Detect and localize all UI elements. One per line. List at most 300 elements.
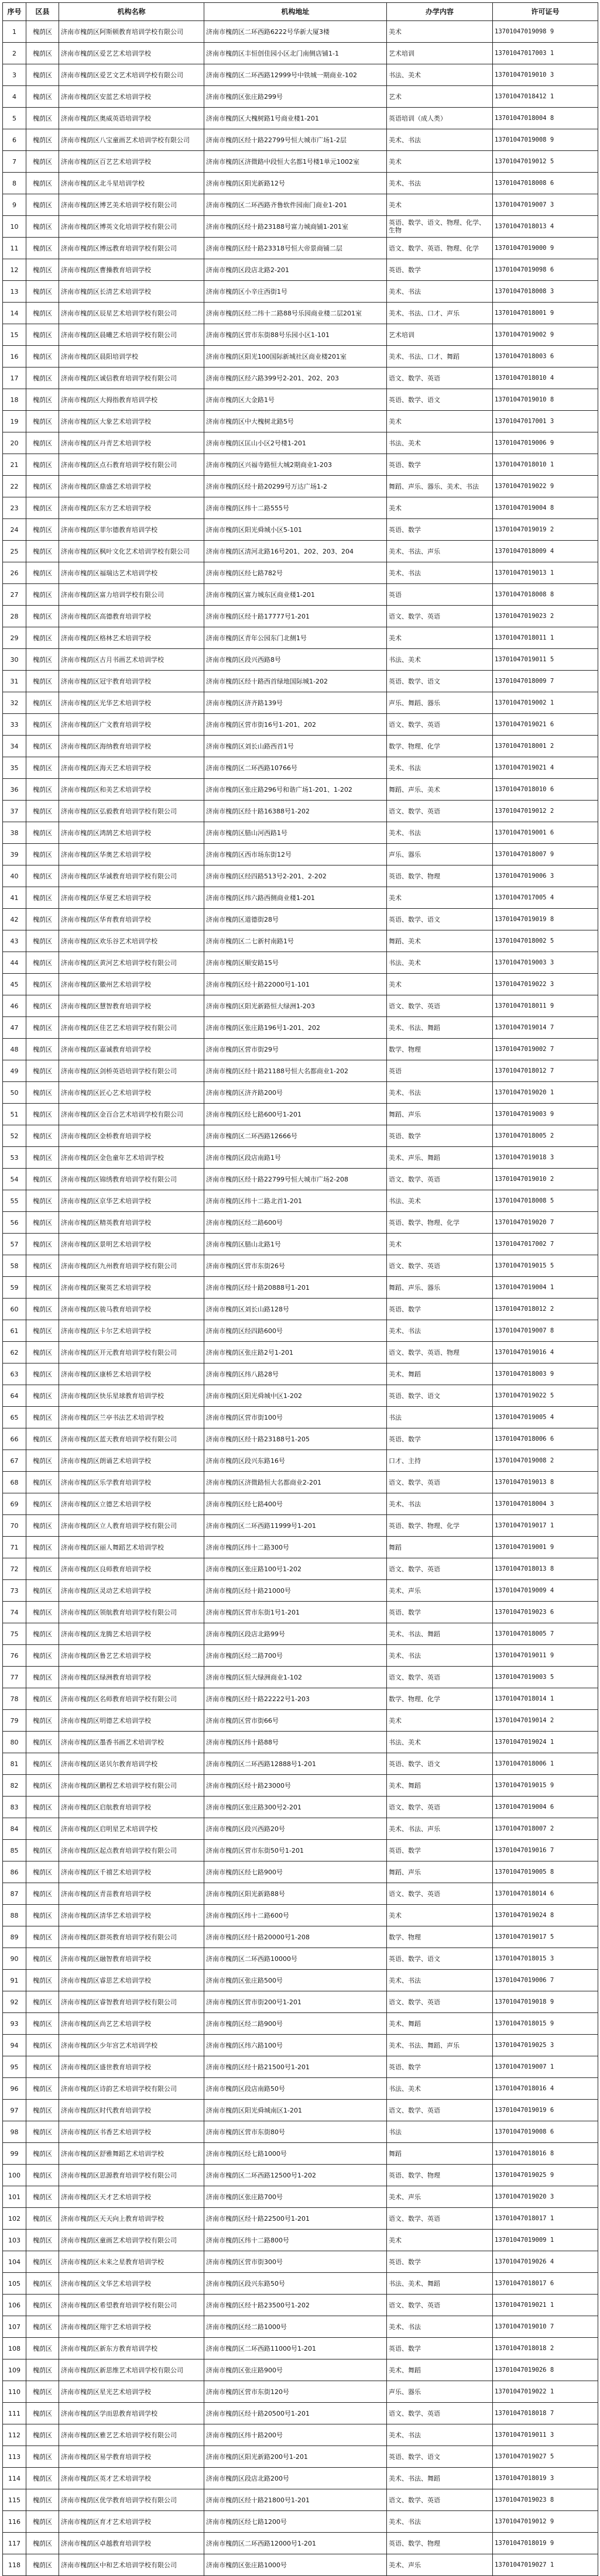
row-institution-address: 济南市槐荫区经七路1200号 <box>204 2511 387 2533</box>
row-teaching-content: 美术 <box>387 887 493 909</box>
row-district: 槐荫区 <box>26 844 59 865</box>
row-institution-address: 济南市槐荫区张庄路299号 <box>204 86 387 108</box>
row-institution-name: 济南市槐荫区聚英艺术培训学校 <box>59 1277 204 1299</box>
row-teaching-content: 舞蹈、声乐、器乐、美术、书法 <box>387 476 493 497</box>
row-index: 100 <box>3 2165 26 2186</box>
row-institution-name: 济南市槐荫区慧智教育培训学校 <box>59 995 204 1017</box>
row-teaching-content: 英语、数学 <box>387 454 493 476</box>
table-row <box>3 86 598 108</box>
row-district: 槐荫区 <box>26 1818 59 1840</box>
row-district: 槐荫区 <box>26 1342 59 1363</box>
row-institution-name: 济南市槐荫区思源教育培训学校有限公司 <box>59 2165 204 2186</box>
table-row <box>3 1039 598 1060</box>
row-license-number: 13701047019022 9 <box>493 476 598 497</box>
row-index: 17 <box>3 367 26 389</box>
table-row <box>3 1602 598 1623</box>
row-license-number: 13701047019002 1 <box>493 692 598 714</box>
table-row <box>3 1948 598 1970</box>
row-teaching-content: 舞蹈、声乐 <box>387 1861 493 1883</box>
row-district: 槐荫区 <box>26 1125 59 1147</box>
row-index: 115 <box>3 2489 26 2511</box>
row-teaching-content: 美术、书法、舞蹈 <box>387 2468 493 2489</box>
row-license-number: 13701047019001 6 <box>493 822 598 844</box>
row-district: 槐荫区 <box>26 952 59 974</box>
row-license-number: 13701047019000 9 <box>493 238 598 259</box>
row-institution-name: 济南市槐荫区和美艺术培训学校 <box>59 779 204 801</box>
table-row <box>3 562 598 584</box>
row-license-number: 13701047019009 4 <box>493 1580 598 1602</box>
row-teaching-content: 美术、书法 <box>387 757 493 779</box>
row-institution-name: 济南市槐荫区华诚教育培训学校有限公司 <box>59 865 204 887</box>
table-row <box>3 1970 598 1991</box>
row-license-number: 13701047019023 6 <box>493 1602 598 1623</box>
row-institution-address: 济南市槐荫区纬八路28号 <box>204 1363 387 1385</box>
row-index: 12 <box>3 259 26 281</box>
table-row <box>3 1147 598 1169</box>
row-index: 26 <box>3 562 26 584</box>
row-district: 槐荫区 <box>26 2251 59 2273</box>
row-institution-address: 济南市槐荫区经十路21500号1-201 <box>204 2056 387 2078</box>
row-index: 85 <box>3 1840 26 1861</box>
table-row <box>3 1926 598 1948</box>
row-institution-name: 济南市槐荫区立人教育培训学校有限公司 <box>59 1515 204 1537</box>
row-license-number: 13701047019011 5 <box>493 649 598 671</box>
row-institution-address: 济南市槐荫区张庄路296号和谐广场1-201、1-202 <box>204 779 387 801</box>
row-license-number: 13701047018017 6 <box>493 2273 598 2295</box>
row-district: 槐荫区 <box>26 671 59 692</box>
row-institution-name: 济南市槐荫区卓越教育培训学校 <box>59 2533 204 2554</box>
row-institution-address: 济南市槐荫区顺安路15号 <box>204 952 387 974</box>
row-district: 槐荫区 <box>26 1082 59 1104</box>
row-index: 74 <box>3 1602 26 1623</box>
row-institution-name: 济南市槐荫区嘉诚教育培训学校 <box>59 1039 204 1060</box>
row-institution-address: 济南市槐荫区纬六路100号 <box>204 2035 387 2056</box>
row-institution-address: 济南市槐荫区经十路21800号1-201 <box>204 2489 387 2511</box>
row-institution-address: 济南市槐荫区营市街66号 <box>204 1710 387 1732</box>
row-institution-name: 济南市槐荫区良师教育培训学校 <box>59 1558 204 1580</box>
row-teaching-content: 美术 <box>387 1710 493 1732</box>
row-index: 93 <box>3 2013 26 2035</box>
row-district: 槐荫区 <box>26 1948 59 1970</box>
row-teaching-content: 美术、舞蹈 <box>387 2013 493 2035</box>
row-institution-address: 济南市槐荫区经二路600号 <box>204 1212 387 1234</box>
row-license-number: 13701047018412 1 <box>493 86 598 108</box>
row-institution-name: 济南市槐荫区欢乐谷艺术培训学校 <box>59 930 204 952</box>
row-institution-address: 济南市槐荫区营市东街50号1-201 <box>204 1840 387 1861</box>
row-institution-address: 济南市槐荫区经十路20500号1-201 <box>204 2403 387 2424</box>
table-row <box>3 2143 598 2165</box>
row-institution-address: 济南市槐荫区张庄路196号1-201、202 <box>204 1017 387 1039</box>
row-license-number: 13701047019018 9 <box>493 1991 598 2013</box>
row-district: 槐荫区 <box>26 2468 59 2489</box>
row-index: 63 <box>3 1363 26 1385</box>
row-district: 槐荫区 <box>26 108 59 129</box>
row-index: 16 <box>3 346 26 367</box>
row-institution-address: 济南市槐荫区腊山河西路1号 <box>204 822 387 844</box>
row-license-number: 13701047018017 1 <box>493 2208 598 2230</box>
table-row <box>3 584 598 606</box>
row-license-number: 13701047019021 4 <box>493 757 598 779</box>
row-institution-name: 济南市槐荫区清华艺术培训学校 <box>59 1905 204 1926</box>
row-institution-name: 济南市槐荫区易学教育培训学校 <box>59 2446 204 2468</box>
row-district: 槐荫区 <box>26 324 59 346</box>
row-teaching-content: 语文、数学、英语、物理 <box>387 1342 493 1363</box>
row-institution-address: 济南市槐荫区经十路20299号万达广场1-2 <box>204 476 387 497</box>
row-institution-name: 济南市槐荫区启明星艺术培训学校 <box>59 1818 204 1840</box>
row-district: 槐荫区 <box>26 1017 59 1039</box>
row-district: 槐荫区 <box>26 86 59 108</box>
row-institution-address: 济南市槐荫区经十路23188号1-205 <box>204 1428 387 1450</box>
row-institution-address: 济南市槐荫区阳光舜城南区1-201 <box>204 2100 387 2121</box>
row-institution-address: 济南市槐荫区阳光新路200号1-201 <box>204 2446 387 2468</box>
row-institution-address: 济南市槐荫区纬十路200号 <box>204 2424 387 2446</box>
table-row <box>3 2186 598 2208</box>
row-district: 槐荫区 <box>26 1104 59 1125</box>
row-index: 113 <box>3 2446 26 2468</box>
row-institution-address: 济南市槐荫区阳光新路恒大绿洲1-203 <box>204 995 387 1017</box>
row-teaching-content: 语文、数学、英语 <box>387 995 493 1017</box>
row-license-number: 13701047019025 9 <box>493 2165 598 2186</box>
row-institution-address: 济南市槐荫区济齐路200号 <box>204 1082 387 1104</box>
row-institution-name: 济南市槐荫区诺贝尔教育培训学校 <box>59 1753 204 1775</box>
row-license-number: 13701047019016 7 <box>493 1840 598 1861</box>
row-district: 槐荫区 <box>26 1905 59 1926</box>
row-district: 槐荫区 <box>26 173 59 194</box>
row-teaching-content: 美术、书法 <box>387 1970 493 1991</box>
row-district: 槐荫区 <box>26 606 59 627</box>
row-license-number: 13701047019013 8 <box>493 1472 598 1493</box>
row-institution-address: 济南市槐荫区张庄路300号2-201 <box>204 1797 387 1818</box>
row-district: 槐荫区 <box>26 346 59 367</box>
row-teaching-content: 数学、物理、化学 <box>387 1688 493 1710</box>
row-district: 槐荫区 <box>26 1299 59 1320</box>
row-institution-address: 济南市槐荫区经二路1000号 <box>204 2316 387 2338</box>
row-license-number: 13701047019018 3 <box>493 1147 598 1169</box>
row-teaching-content: 英语、数学 <box>387 1428 493 1450</box>
row-license-number: 13701047019003 9 <box>493 1104 598 1125</box>
row-index: 25 <box>3 541 26 562</box>
row-license-number: 13701047019017 5 <box>493 1926 598 1948</box>
row-teaching-content: 英语、数学、语文 <box>387 389 493 411</box>
row-license-number: 13701047018015 9 <box>493 2013 598 2035</box>
row-district: 槐荫区 <box>26 822 59 844</box>
row-teaching-content: 语文、数学、英语、物理、化学 <box>387 238 493 259</box>
row-index: 101 <box>3 2186 26 2208</box>
row-district: 槐荫区 <box>26 1602 59 1623</box>
row-index: 35 <box>3 757 26 779</box>
row-institution-address: 济南市槐荫区经十路20000号1-208 <box>204 1926 387 1948</box>
row-teaching-content: 英语、数学 <box>387 2056 493 2078</box>
row-index: 52 <box>3 1125 26 1147</box>
row-district: 槐荫区 <box>26 2446 59 2468</box>
row-institution-name: 济南市槐荫区华奥艺术培训学校 <box>59 844 204 865</box>
row-index: 33 <box>3 714 26 736</box>
row-index: 47 <box>3 1017 26 1039</box>
row-institution-name: 济南市槐荫区英才艺术培训学校 <box>59 2468 204 2489</box>
table-row <box>3 1493 598 1515</box>
row-license-number: 13701047019023 2 <box>493 606 598 627</box>
table-row <box>3 1558 598 1580</box>
row-teaching-content: 书法 <box>387 1407 493 1428</box>
row-license-number: 13701047019024 1 <box>493 1732 598 1753</box>
row-index: 88 <box>3 1905 26 1926</box>
row-institution-address: 济南市槐荫区营市街200号1-201 <box>204 1991 387 2013</box>
row-institution-name: 济南市槐荫区尚艺艺术培训学校 <box>59 2013 204 2035</box>
table-row <box>3 2533 598 2554</box>
row-institution-address: 济南市槐荫区纬十二路300号 <box>204 1537 387 1558</box>
row-index: 28 <box>3 606 26 627</box>
row-index: 42 <box>3 909 26 930</box>
row-teaching-content: 美术、书法、舞蹈、声乐 <box>387 2035 493 2056</box>
row-index: 41 <box>3 887 26 909</box>
table-row <box>3 1515 598 1537</box>
row-license-number: 13701047019025 3 <box>493 2035 598 2056</box>
row-district: 槐荫区 <box>26 627 59 649</box>
row-license-number: 13701047019019 6 <box>493 2100 598 2121</box>
row-license-number: 13701047019008 6 <box>493 2121 598 2143</box>
table-row <box>3 1407 598 1428</box>
row-index: 92 <box>3 1991 26 2013</box>
row-district: 槐荫区 <box>26 454 59 476</box>
row-institution-name: 济南市槐荫区天天向上教育培训学校 <box>59 2208 204 2230</box>
row-license-number: 13701047017001 3 <box>493 411 598 432</box>
row-license-number: 13701047019022 5 <box>493 1385 598 1407</box>
table-row <box>3 1125 598 1147</box>
row-institution-name: 济南市槐荫区光华艺术培训学校 <box>59 692 204 714</box>
row-district: 槐荫区 <box>26 64 59 86</box>
table-row <box>3 281 598 303</box>
row-institution-address: 济南市槐荫区中大槐树北路5号 <box>204 411 387 432</box>
row-district: 槐荫区 <box>26 2338 59 2359</box>
row-teaching-content: 语文、数学、英语 <box>387 2489 493 2511</box>
row-teaching-content: 语文、数学、英语 <box>387 1255 493 1277</box>
row-institution-name: 济南市槐荫区长清艺术培训学校 <box>59 281 204 303</box>
table-row <box>3 1169 598 1190</box>
table-row <box>3 1017 598 1039</box>
row-index: 95 <box>3 2056 26 2078</box>
table-row <box>3 779 598 801</box>
header-teaching-content: 办学内容 <box>387 3 493 21</box>
row-institution-name: 济南市槐荫区华夏艺术培训学校 <box>59 887 204 909</box>
row-institution-address: 济南市槐荫区阳光舜城小区5-101 <box>204 519 387 541</box>
row-index: 10 <box>3 216 26 238</box>
row-license-number: 13701047018003 6 <box>493 346 598 367</box>
table-row <box>3 43 598 64</box>
row-teaching-content: 舞蹈、声乐、器乐 <box>387 1277 493 1299</box>
row-institution-name: 济南市槐荫区古月书画艺术培训学校 <box>59 649 204 671</box>
row-index: 79 <box>3 1710 26 1732</box>
row-index: 34 <box>3 736 26 757</box>
table-row <box>3 844 598 865</box>
header-license-number: 许可证号 <box>493 3 598 21</box>
row-teaching-content: 数学、物理 <box>387 1039 493 1060</box>
row-index: 67 <box>3 1450 26 1472</box>
row-index: 96 <box>3 2078 26 2100</box>
row-institution-name: 济南市槐荫区睿思艺术培训学校 <box>59 1970 204 1991</box>
row-district: 槐荫区 <box>26 2230 59 2251</box>
row-teaching-content: 语文、数学、英语 <box>387 1991 493 2013</box>
row-district: 槐荫区 <box>26 1385 59 1407</box>
row-institution-address: 济南市槐荫区阳光舜城中区1-202 <box>204 1385 387 1407</box>
row-teaching-content: 美术、书法 <box>387 2316 493 2338</box>
row-institution-name: 济南市槐荫区少年宫艺术培训学校 <box>59 2035 204 2056</box>
row-teaching-content: 语文、数学、英语 <box>387 1472 493 1493</box>
row-license-number: 13701047019017 1 <box>493 1515 598 1537</box>
row-district: 槐荫区 <box>26 779 59 801</box>
row-license-number: 13701047019006 7 <box>493 1970 598 1991</box>
row-district: 槐荫区 <box>26 43 59 64</box>
row-index: 8 <box>3 173 26 194</box>
row-index: 106 <box>3 2295 26 2316</box>
row-teaching-content: 美术 <box>387 1905 493 1926</box>
row-license-number: 13701047019015 5 <box>493 1255 598 1277</box>
row-index: 76 <box>3 1645 26 1667</box>
table-row <box>3 2381 598 2403</box>
row-index: 45 <box>3 974 26 995</box>
row-license-number: 13701047019014 7 <box>493 1017 598 1039</box>
row-district: 槐荫区 <box>26 2013 59 2035</box>
table-row <box>3 108 598 129</box>
row-index: 60 <box>3 1299 26 1320</box>
row-teaching-content: 美术 <box>387 974 493 995</box>
row-institution-address: 济南市槐荫区经七路900号 <box>204 1861 387 1883</box>
row-district: 槐荫区 <box>26 562 59 584</box>
row-institution-name: 济南市槐荫区优学教育培训学校有限公司 <box>59 2489 204 2511</box>
row-institution-name: 济南市槐荫区卡尔艺术培训学校 <box>59 1320 204 1342</box>
table-row <box>3 497 598 519</box>
row-institution-name: 济南市槐荫区弘毅教育培训学校有限公司 <box>59 801 204 822</box>
table-row <box>3 1342 598 1363</box>
row-teaching-content: 美术、声乐 <box>387 2554 493 2576</box>
row-district: 槐荫区 <box>26 541 59 562</box>
row-index: 73 <box>3 1580 26 1602</box>
row-institution-name: 济南市槐荫区诗韵艺术培训学校有限公司 <box>59 2078 204 2100</box>
row-license-number: 13701047019003 5 <box>493 1667 598 1688</box>
row-license-number: 13701047018010 4 <box>493 367 598 389</box>
row-index: 38 <box>3 822 26 844</box>
row-license-number: 13701047019007 8 <box>493 1320 598 1342</box>
table-row <box>3 346 598 367</box>
row-teaching-content: 书法、美术 <box>387 1732 493 1753</box>
row-teaching-content: 舞蹈、声乐、美术 <box>387 779 493 801</box>
table-row <box>3 1190 598 1212</box>
header-district: 区县 <box>26 3 59 21</box>
row-license-number: 13701047018009 7 <box>493 671 598 692</box>
row-district: 槐荫区 <box>26 367 59 389</box>
row-institution-address: 济南市槐荫区营市东街88号乐园小区1-101 <box>204 324 387 346</box>
row-license-number: 13701047019004 6 <box>493 1797 598 1818</box>
row-institution-address: 济南市槐荫区经十路22799号恒大城市广场1-2层 <box>204 129 387 151</box>
row-district: 槐荫区 <box>26 2295 59 2316</box>
row-institution-address: 济南市槐荫区经十路21188号恒大名都商业1-202 <box>204 1060 387 1082</box>
table-row <box>3 1883 598 1905</box>
table-row <box>3 1060 598 1082</box>
row-institution-name: 济南市槐荫区青苗教育培训学校 <box>59 1883 204 1905</box>
row-index: 9 <box>3 194 26 216</box>
row-license-number: 13701047018001 2 <box>493 736 598 757</box>
row-district: 槐荫区 <box>26 151 59 173</box>
row-district: 槐荫区 <box>26 194 59 216</box>
row-institution-address: 济南市槐荫区经十路23500号1-202 <box>204 2295 387 2316</box>
row-institution-address: 济南市槐荫区段店北路200号 <box>204 2468 387 2489</box>
row-index: 36 <box>3 779 26 801</box>
row-institution-name: 济南市槐荫区盛世教育培训学校 <box>59 2056 204 2078</box>
row-index: 53 <box>3 1147 26 1169</box>
row-institution-address: 济南市槐荫区经六路399号2-201、202、203 <box>204 367 387 389</box>
row-institution-address: 济南市槐荫区二环西路12999号中铁城一期商业-102 <box>204 64 387 86</box>
row-district: 槐荫区 <box>26 649 59 671</box>
row-index: 83 <box>3 1797 26 1818</box>
row-district: 槐荫区 <box>26 1970 59 1991</box>
row-index: 43 <box>3 930 26 952</box>
row-index: 116 <box>3 2511 26 2533</box>
row-institution-address: 济南市槐荫区经十路西首绿地国际城1-202 <box>204 671 387 692</box>
row-index: 94 <box>3 2035 26 2056</box>
table-row <box>3 1472 598 1493</box>
row-district: 槐荫区 <box>26 865 59 887</box>
row-index: 72 <box>3 1558 26 1580</box>
row-district: 槐荫区 <box>26 714 59 736</box>
row-institution-name: 济南市槐荫区绿洲教育培训学校 <box>59 1667 204 1688</box>
row-index: 84 <box>3 1818 26 1840</box>
row-index: 50 <box>3 1082 26 1104</box>
table-row <box>3 2359 598 2381</box>
row-license-number: 13701047019021 6 <box>493 714 598 736</box>
row-district: 槐荫区 <box>26 1537 59 1558</box>
row-license-number: 13701047019004 8 <box>493 497 598 519</box>
row-teaching-content: 舞蹈、美术 <box>387 930 493 952</box>
table-row <box>3 2446 598 2468</box>
row-institution-name: 济南市槐荫区鲁艺艺术培训学校 <box>59 1645 204 1667</box>
row-teaching-content: 英语、数学、语文、物理、化学、生物 <box>387 216 493 238</box>
row-license-number: 13701047018010 1 <box>493 454 598 476</box>
row-index: 87 <box>3 1883 26 1905</box>
row-institution-name: 济南市槐荫区群英教育培训学校有限公司 <box>59 1926 204 1948</box>
row-teaching-content: 艺术培训 <box>387 324 493 346</box>
row-district: 槐荫区 <box>26 1472 59 1493</box>
row-teaching-content: 美术 <box>387 1234 493 1255</box>
row-license-number: 13701047019002 9 <box>493 324 598 346</box>
row-teaching-content: 书法、美术 <box>387 2078 493 2100</box>
row-district: 槐荫区 <box>26 281 59 303</box>
table-row <box>3 1450 598 1472</box>
row-teaching-content: 舞蹈 <box>387 1537 493 1558</box>
row-institution-name: 济南市槐荫区冠宇教育培训学校 <box>59 671 204 692</box>
row-institution-name: 济南市槐荫区晨曦艺术培训学校有限公司 <box>59 324 204 346</box>
row-district: 槐荫区 <box>26 887 59 909</box>
row-teaching-content: 英语、数学 <box>387 1125 493 1147</box>
row-district: 槐荫区 <box>26 2424 59 2446</box>
row-district: 槐荫区 <box>26 2078 59 2100</box>
row-district: 槐荫区 <box>26 432 59 454</box>
row-teaching-content: 英语、数学 <box>387 1840 493 1861</box>
row-institution-name: 济南市槐荫区枫叶文化艺术培训学校有限公司 <box>59 541 204 562</box>
row-institution-address: 济南市槐荫区二环西路12000号1-201 <box>204 2533 387 2554</box>
row-index: 81 <box>3 1753 26 1775</box>
table-row <box>3 1082 598 1104</box>
row-teaching-content: 语文、数学、英语 <box>387 1797 493 1818</box>
table-row <box>3 2511 598 2533</box>
row-teaching-content: 书法 <box>387 2121 493 2143</box>
row-license-number: 13701047018019 9 <box>493 2533 598 2554</box>
row-district: 槐荫区 <box>26 1450 59 1472</box>
row-institution-address: 济南市槐荫区兴福寺路恒大城2期商业1-203 <box>204 454 387 476</box>
row-institution-address: 济南市槐荫区恒大绿洲商业1-102 <box>204 1667 387 1688</box>
row-district: 槐荫区 <box>26 1320 59 1342</box>
table-row <box>3 1667 598 1688</box>
row-district: 槐荫区 <box>26 216 59 238</box>
row-license-number: 13701047018013 8 <box>493 1558 598 1580</box>
